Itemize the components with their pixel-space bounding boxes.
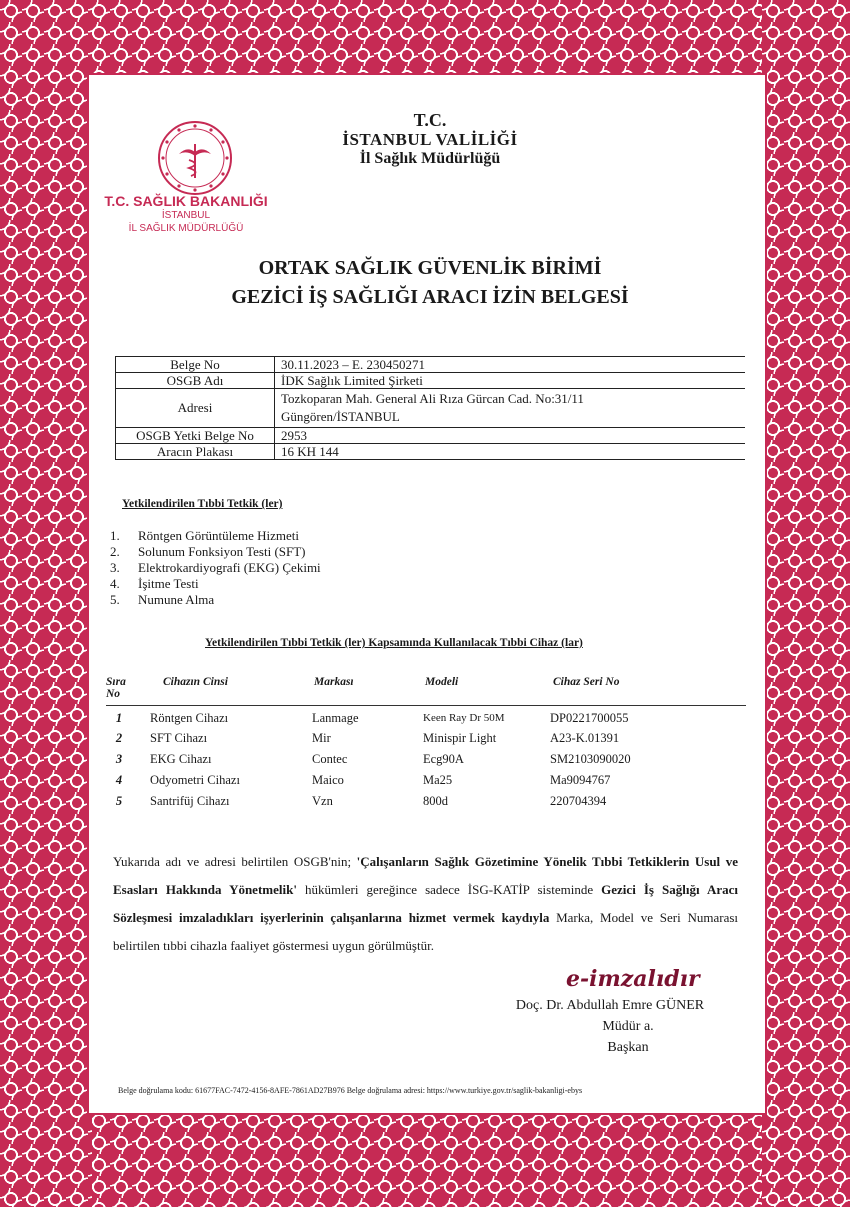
info-value: 16 KH 144 xyxy=(275,444,746,460)
cell-model: Ma25 xyxy=(423,773,453,787)
column-header-type: Cihazın Cinsi xyxy=(163,676,228,688)
list-item-number: 5. xyxy=(110,592,120,607)
info-row-belge-no xyxy=(116,357,746,373)
cell-brand: Contec xyxy=(312,752,348,766)
statement-text-1: Yukarıda adı ve adresi belirtilen OSGB'nin; xyxy=(113,854,357,869)
info-value: 2953 xyxy=(275,428,746,444)
list-item-label: İşitme Testi xyxy=(138,576,199,591)
address-line-1: Tozkoparan Mah. General Ali Rıza Gürcan Cad. No:31/11 xyxy=(281,391,584,406)
devices-section-title: Yetkilendirilen Tıbbi Tetkik (ler) Kapsamında Kullanılacak Tıbbi Cihaz (lar) xyxy=(205,637,583,649)
cell-model: Keen Ray Dr 50M xyxy=(423,712,505,724)
address-line-2: Güngören/İSTANBUL xyxy=(281,409,400,424)
column-header-brand: Markası xyxy=(314,676,354,688)
info-row-yetki xyxy=(116,428,746,444)
cell-no: 3 xyxy=(115,752,123,766)
header-governorship: İSTANBUL VALİLİĞİ xyxy=(342,130,518,149)
signatory-name: Doç. Dr. Abdullah Emre GÜNER xyxy=(515,998,705,1013)
list-item-number: 4. xyxy=(110,576,120,591)
ministry-directorate: İL SAĞLIK MÜDÜRLÜĞÜ xyxy=(128,223,244,234)
table-row xyxy=(0,791,850,811)
info-label: Belge No xyxy=(116,357,275,373)
statement-text-3: Marka, Model ve Seri Numarası belirtilen tıbbi cihazla faaliyet göstermesi uygun görülmüştür. xyxy=(113,910,739,953)
info-row-osgb-adi xyxy=(116,373,746,389)
document-title-line1: ORTAK SAĞLIK GÜVENLİK BİRİMİ xyxy=(258,257,602,279)
cell-serial: A23-K.01391 xyxy=(550,731,620,745)
list-item xyxy=(110,528,321,544)
info-label: Adresi xyxy=(116,389,275,428)
cell-brand: Lanmage xyxy=(312,711,359,725)
statement-text-2: hükümleri gereğince sadece İSG-KATİP sisteminde xyxy=(296,882,602,897)
cell-type: Odyometri Cihazı xyxy=(150,773,240,787)
guilloche-border-top xyxy=(0,0,850,78)
list-item xyxy=(110,544,321,560)
column-header-model: Modeli xyxy=(425,676,459,688)
list-item-number: 2. xyxy=(110,544,120,559)
cell-brand: Maico xyxy=(312,773,344,787)
list-item-number: 1. xyxy=(110,528,120,543)
table-row xyxy=(0,749,850,769)
table-row xyxy=(0,728,850,748)
header-directorate: İl Sağlık Müdürlüğü xyxy=(359,150,501,167)
guilloche-border-bottom xyxy=(0,1110,850,1207)
list-item-label: Elektrokardiyografi (EKG) Çekimi xyxy=(138,560,321,575)
cell-type: Santrifüj Cihazı xyxy=(150,794,230,808)
ministry-city: İSTANBUL xyxy=(161,210,211,221)
statement-regulation: 'Çalışanların Sağlık Gözetimine Yönelik Tıbbi Tetkiklerin Usul ve Esasları Hakkında Yönetmelik' xyxy=(113,854,738,897)
cell-model: Ecg90A xyxy=(423,752,464,766)
signatory-title: Müdür a. xyxy=(602,1019,654,1034)
signatory-role: Başkan xyxy=(607,1040,649,1055)
info-row-plaka xyxy=(116,444,746,460)
cell-type: EKG Cihazı xyxy=(150,752,212,766)
column-header-no-line2: No xyxy=(106,688,121,700)
cell-serial: 220704394 xyxy=(550,794,607,808)
cell-no: 4 xyxy=(115,773,123,787)
cell-model: Minispir Light xyxy=(423,731,497,745)
header-tc: T.C. xyxy=(413,110,447,130)
column-header-no xyxy=(106,676,126,700)
column-header-no-line1: Sıra xyxy=(106,676,126,688)
ministry-name: T.C. SAĞLIK BAKANLIĞI xyxy=(104,193,268,209)
statement-condition: Gezici İş Sağlığı Aracı Sözleşmesi imzaladıkları işyerlerinin çalışanlarına hizmet vermek kaydıyla xyxy=(113,882,738,925)
tests-section-title: Yetkilendirilen Tıbbi Tetkik (ler) xyxy=(122,498,283,510)
list-item xyxy=(110,560,321,576)
info-row-adres xyxy=(116,389,746,428)
tests-list xyxy=(110,528,321,608)
list-item xyxy=(110,592,321,608)
cell-serial: SM2103090020 xyxy=(550,752,631,766)
guilloche-border-left xyxy=(0,0,92,1207)
e-signature-stamp: e-imzalıdır xyxy=(566,966,700,992)
table-row xyxy=(0,708,850,728)
column-header-serial: Cihaz Seri No xyxy=(553,676,620,688)
info-value: İDK Sağlık Limited Şirketi xyxy=(275,373,746,389)
cell-serial: DP0221700055 xyxy=(550,711,629,725)
list-item xyxy=(110,576,321,592)
devices-header-divider xyxy=(106,705,746,706)
cell-no: 2 xyxy=(115,731,123,745)
info-value xyxy=(275,389,746,428)
list-item-label: Röntgen Görüntüleme Hizmeti xyxy=(138,528,300,543)
cell-brand: Vzn xyxy=(312,794,333,808)
cell-brand: Mir xyxy=(312,731,331,745)
info-label: OSGB Yetki Belge No xyxy=(116,428,275,444)
cell-serial: Ma9094767 xyxy=(550,773,611,787)
list-item-label: Solunum Fonksiyon Testi (SFT) xyxy=(138,544,306,559)
list-item-label: Numune Alma xyxy=(138,592,215,607)
info-label: Aracın Plakası xyxy=(116,444,275,460)
info-label: OSGB Adı xyxy=(116,373,275,389)
table-row xyxy=(0,770,850,790)
verification-footer: Belge doğrulama kodu: 61677FAC-7472-4156-8AFE-7861AD27B976 Belge doğrulama adresi: https://www.turkiye.gov.tr/saglik-bakanligi-ebys xyxy=(118,1086,583,1095)
info-value: 30.11.2023 – E. 230450271 xyxy=(275,357,746,373)
document-title-line2: GEZİCİ İŞ SAĞLIĞI ARACI İZİN BELGESİ xyxy=(231,286,629,308)
cell-model: 800d xyxy=(423,794,448,808)
approval-statement xyxy=(113,848,738,960)
cell-no: 5 xyxy=(115,794,123,808)
cell-type: Röntgen Cihazı xyxy=(150,711,229,725)
list-item-number: 3. xyxy=(110,560,120,575)
info-table xyxy=(115,356,745,460)
cell-no: 1 xyxy=(115,711,123,725)
cell-type: SFT Cihazı xyxy=(150,731,208,745)
ministry-emblem-icon xyxy=(155,118,235,198)
